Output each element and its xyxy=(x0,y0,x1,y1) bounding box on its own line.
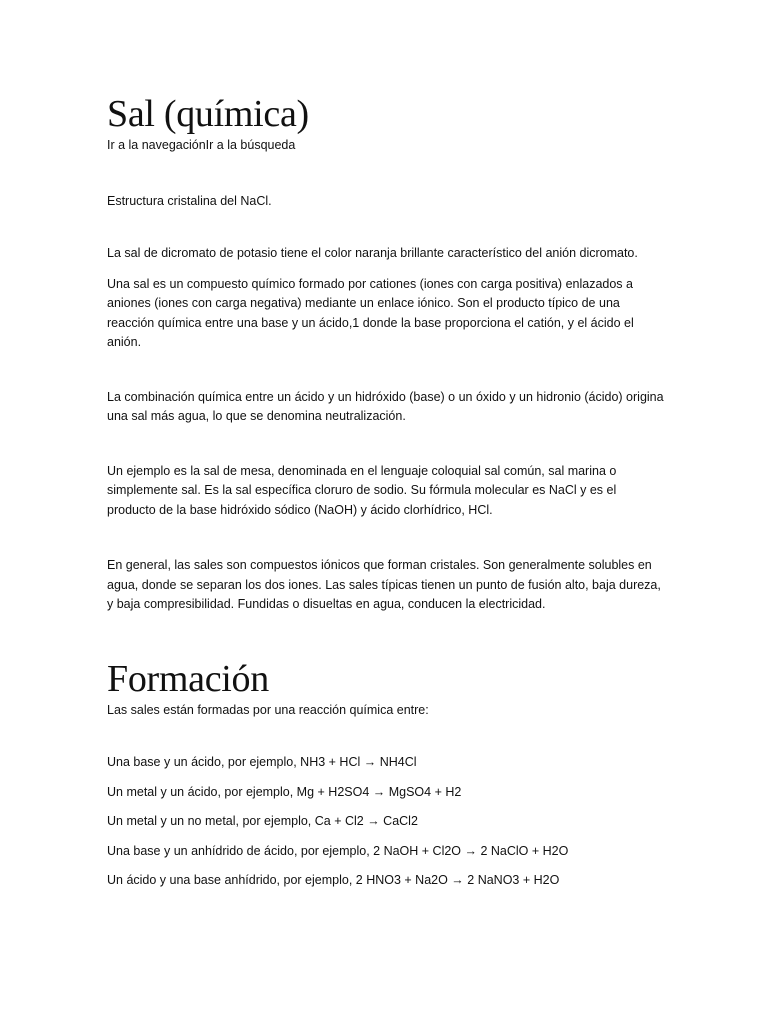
section-intro: Las sales están formadas por una reacción química entre: xyxy=(107,702,429,717)
image-caption-dichromate: La sal de dicromato de potasio tiene el color naranja brillante característico del anión dicromato. xyxy=(107,246,638,260)
list-item: Un metal y un no metal, por ejemplo, Ca + Cl2 → CaCl2 xyxy=(107,814,418,828)
paragraph-properties: En general, las sales son compuestos iónicos que forman cristales. Son generalmente solubles en agua, donde se separan los dos iones. Las sales típicas tienen un punto de fusión alto, baja dureza, y baja compresibilidad. Fundidas o disueltas en agua, conducen la electricidad. xyxy=(107,558,661,611)
paragraph-table-salt: Un ejemplo es la sal de mesa, denominada en el lenguaje coloquial sal común, sal marina o simplemente sal. Es la sal específica cloruro de sodio. Su fórmula molecular es NaCl y es el producto de la base hidróxido sódico (NaOH) y ácido clorhídrico, HCl. xyxy=(107,463,617,517)
navigation-links[interactable]: Ir a la navegaciónIr a la búsqueda xyxy=(107,138,296,152)
paragraph-definition: Una sal es un compuesto químico formado por cationes (iones con carga positiva) enlazados a aniones (iones con carga negativa) mediante un enlace iónico. Son el producto típico de una reacción química entre una base y un ácido,1 donde la base proporciona el catión, y el ácido el anión. xyxy=(107,276,634,349)
list-item: Una base y un anhídrido de ácido, por ejemplo, 2 NaOH + Cl2O → 2 NaClO + H2O xyxy=(107,843,569,858)
list-item: Un ácido y una base anhídrido, por ejemplo, 2 HNO3 + Na2O → 2 NaNO3 + H2O xyxy=(107,873,560,887)
paragraph-neutralization: La combinación química entre un ácido y un hidróxido (base) o un óxido y un hidronio (ácido) origina una sal más agua, lo que se denomina neutralización. xyxy=(107,389,664,423)
section-heading-formacion: Formación xyxy=(107,657,269,700)
list-item: Una base y un ácido, por ejemplo, NH3 + HCl → NH4Cl xyxy=(107,755,417,769)
article-body xyxy=(107,92,667,891)
page-title: Sal (química) xyxy=(107,93,309,135)
list-item: Un metal y un ácido, por ejemplo, Mg + H2SO4 → MgSO4 + H2 xyxy=(107,784,462,799)
image-caption-nacl: Estructura cristalina del NaCl. xyxy=(107,193,272,208)
